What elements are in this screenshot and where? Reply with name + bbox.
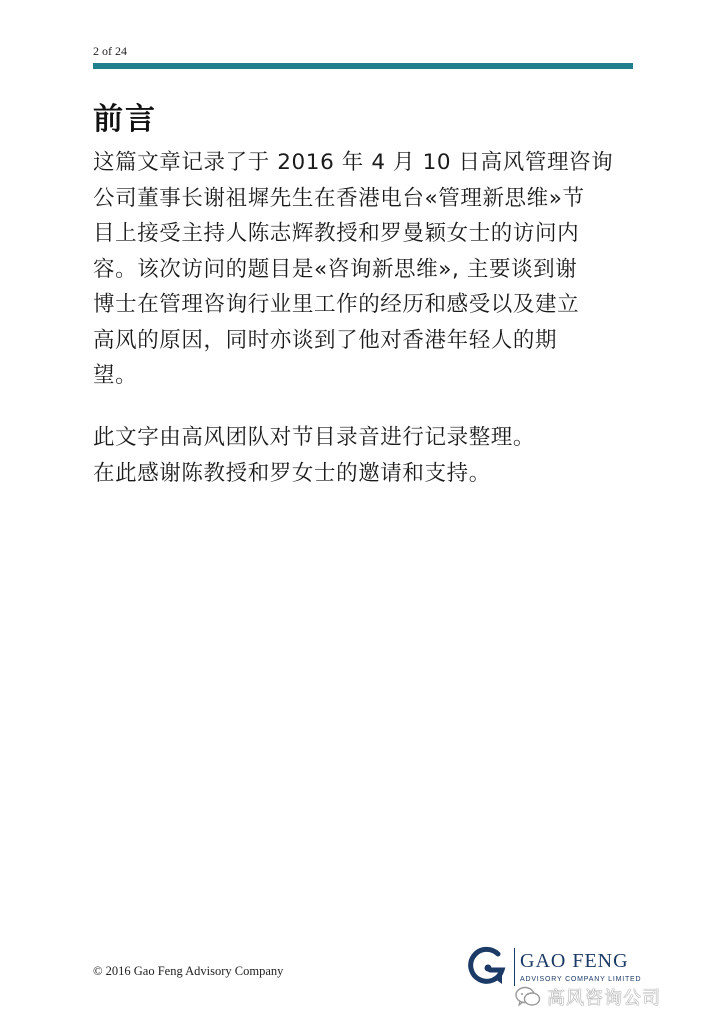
text-line: 容。该次访问的题目是«咨询新思维», 主要谈到谢 xyxy=(93,256,578,282)
header-rule xyxy=(93,63,633,69)
text-line: 高风的原因，同时亦谈到了他对香港年轻人的期 xyxy=(93,327,558,353)
text-line: 博士在管理咨询行业里工作的经历和感受以及建立 xyxy=(93,292,580,317)
footer-copyright: © 2016 Gao Feng Advisory Company xyxy=(93,964,284,978)
logo-divider xyxy=(514,948,515,986)
wechat-icon xyxy=(515,986,541,1008)
text-line: 在此感谢陈教授和罗女士的邀请和支持。 xyxy=(93,460,491,486)
watermark-text: 高风咨询公司 xyxy=(547,988,661,1009)
page-number: 2 of 24 xyxy=(93,44,127,58)
text-line: 望。 xyxy=(93,363,138,388)
watermark xyxy=(515,984,661,1010)
body-paragraph xyxy=(93,145,613,394)
gao-feng-logo-icon xyxy=(468,944,508,990)
body-paragraph xyxy=(93,420,535,491)
section-title: 前言 xyxy=(93,102,157,137)
text-line: 这篇文章记录了于 2016 年 4 月 10 日高风管理咨询 xyxy=(93,150,614,175)
logo-name: GAO FENG xyxy=(520,950,629,972)
logo-tagline: ADVISORY COMPANY LIMITED xyxy=(520,976,642,983)
text-line: 此文字由高风团队对节目录音进行记录整理。 xyxy=(93,425,536,450)
text-line: 目上接受主持人陈志辉教授和罗曼颖女士的访问内 xyxy=(93,221,580,246)
text-line: 公司董事长谢祖墀先生在香港电台«管理新思维»节 xyxy=(93,185,585,211)
